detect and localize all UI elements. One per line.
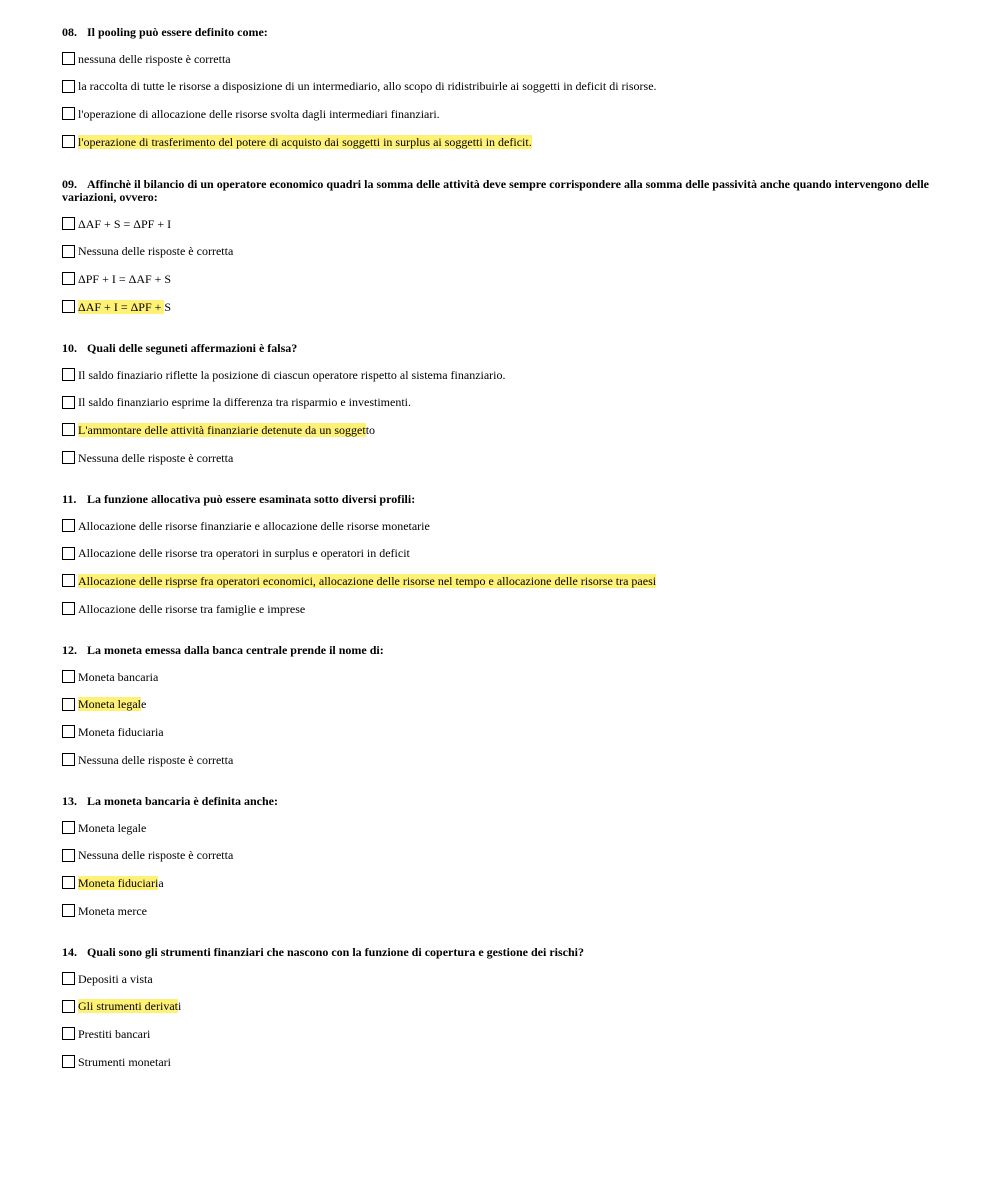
checkbox[interactable]	[62, 1055, 75, 1068]
question-number: 11.	[62, 492, 77, 506]
checkbox[interactable]	[62, 972, 75, 985]
checkbox[interactable]	[62, 80, 75, 93]
option-label	[78, 52, 231, 66]
option-label	[78, 244, 233, 258]
highlighted-text: Moneta legal	[78, 697, 141, 712]
option-label	[78, 423, 375, 437]
checkbox[interactable]	[62, 602, 75, 615]
option-text: Allocazione delle risorse tra famiglie e imprese	[78, 601, 306, 616]
option-text: Moneta legale	[78, 820, 147, 835]
answer-option[interactable]	[62, 567, 942, 595]
checkbox[interactable]	[62, 245, 75, 258]
question-text: La moneta bancaria è definita anche:	[87, 794, 278, 808]
option-text: Moneta merce	[78, 903, 147, 918]
answer-option[interactable]	[62, 265, 942, 293]
checkbox[interactable]	[62, 849, 75, 862]
answer-option[interactable]	[62, 965, 942, 993]
answer-option[interactable]	[62, 746, 942, 774]
option-text: to	[365, 422, 376, 437]
question-text: Affinchè il bilancio di un operatore economico quadri la somma delle attività deve sempre corrispondere alla somma delle passività anche quando intervengono delle variazioni, ovvero:	[62, 177, 929, 204]
option-label	[78, 821, 146, 835]
option-label	[78, 574, 656, 588]
question-13	[62, 795, 942, 924]
option-label	[78, 135, 532, 149]
checkbox[interactable]	[62, 300, 75, 313]
option-text: Prestiti bancari	[78, 1026, 151, 1041]
option-text: la raccolta di tutte le risorse a disposizione di un intermediario, allo scopo di ridistribuirle ai soggetti in deficit di risorse.	[78, 79, 657, 94]
checkbox[interactable]	[62, 217, 75, 230]
option-label	[78, 972, 153, 986]
answer-option[interactable]	[62, 993, 942, 1021]
checkbox[interactable]	[62, 904, 75, 917]
answer-option[interactable]	[62, 869, 942, 897]
option-text: a	[158, 875, 164, 890]
option-text: Il saldo finanziario esprime la differenza tra risparmio e investimenti.	[78, 395, 411, 410]
question-12	[62, 644, 942, 773]
option-text: Strumenti monetari	[78, 1054, 171, 1069]
checkbox[interactable]	[62, 1027, 75, 1040]
option-text: i	[177, 999, 182, 1014]
answer-option[interactable]	[62, 293, 942, 321]
question-number: 08.	[62, 25, 77, 39]
option-label	[78, 217, 171, 231]
answer-option[interactable]	[62, 1048, 942, 1076]
checkbox[interactable]	[62, 670, 75, 683]
option-label	[78, 1027, 150, 1041]
option-text: ΔPF + I = ΔAF + S	[78, 271, 172, 286]
checkbox[interactable]	[62, 1000, 75, 1013]
highlighted-text: L'ammontare delle attività finanziarie detenute da un sogget	[78, 422, 366, 437]
checkbox[interactable]	[62, 753, 75, 766]
option-label	[78, 519, 430, 533]
option-label	[78, 546, 410, 560]
option-text: Allocazione delle risorse tra operatori in surplus e operatori in deficit	[78, 546, 410, 561]
answer-option[interactable]	[62, 210, 942, 238]
question-title	[62, 946, 942, 959]
option-label	[78, 272, 171, 286]
checkbox[interactable]	[62, 698, 75, 711]
question-text: Quali sono gli strumenti finanziari che nascono con la funzione di copertura e gestione dei rischi?	[87, 945, 584, 959]
option-label	[78, 876, 164, 890]
option-text: Il saldo finaziario riflette la posizione di ciascun operatore rispetto al sistema finanziario.	[78, 367, 506, 382]
question-text: Quali delle seguneti affermazioni è falsa?	[87, 341, 298, 355]
option-text: nessuna delle risposte è corretta	[78, 51, 231, 66]
checkbox[interactable]	[62, 876, 75, 889]
option-label	[78, 753, 233, 767]
question-title	[62, 26, 942, 39]
highlighted-text: l'operazione di trasferimento del potere di acquisto dai soggetti in surplus ai soggetti in deficit.	[78, 134, 532, 149]
question-title	[62, 644, 942, 657]
option-label	[78, 848, 233, 862]
option-label	[78, 670, 158, 684]
option-text: Depositi a vista	[78, 971, 153, 986]
question-number: 12.	[62, 643, 77, 657]
checkbox[interactable]	[62, 107, 75, 120]
question-text: Il pooling può essere definito come:	[87, 25, 268, 39]
option-label	[78, 904, 147, 918]
option-text: Nessuna delle risposte è corretta	[78, 752, 234, 767]
checkbox[interactable]	[62, 451, 75, 464]
answer-option[interactable]	[62, 416, 942, 444]
answer-option[interactable]	[62, 595, 942, 623]
question-title	[62, 795, 942, 808]
question-09	[62, 178, 942, 320]
question-11	[62, 493, 942, 622]
checkbox[interactable]	[62, 423, 75, 436]
answer-option[interactable]	[62, 45, 942, 73]
question-14	[62, 946, 942, 1075]
option-label	[78, 602, 305, 616]
question-08	[62, 26, 942, 155]
option-text: ΔAF + S = ΔPF + I	[78, 216, 172, 231]
option-label	[78, 79, 657, 93]
checkbox[interactable]	[62, 519, 75, 532]
option-label	[78, 1055, 171, 1069]
answer-option[interactable]	[62, 73, 942, 101]
option-text: Moneta bancaria	[78, 669, 159, 684]
option-label	[78, 395, 411, 409]
answer-option[interactable]	[62, 238, 942, 266]
option-text: Nessuna delle risposte è corretta	[78, 450, 234, 465]
checkbox[interactable]	[62, 547, 75, 560]
question-10	[62, 342, 942, 471]
option-text: Moneta fiduciaria	[78, 724, 164, 739]
highlighted-text: Moneta fiduciari	[78, 875, 159, 890]
answer-option[interactable]	[62, 814, 942, 842]
checkbox[interactable]	[62, 821, 75, 834]
question-number: 09.	[62, 177, 77, 191]
answer-option[interactable]	[62, 444, 942, 472]
question-text: La moneta emessa dalla banca centrale prende il nome di:	[87, 643, 384, 657]
checkbox[interactable]	[62, 52, 75, 65]
highlighted-text: ΔAF + I = ΔPF +	[78, 299, 165, 314]
answer-option[interactable]	[62, 389, 942, 417]
question-title	[62, 342, 942, 355]
option-text: l'operazione di allocazione delle risorse svolta dagli intermediari finanziari.	[78, 106, 440, 121]
answer-option[interactable]	[62, 691, 942, 719]
highlighted-text: Allocazione delle risprse fra operatori economici, allocazione delle risorse nel tempo e allocazione delle risorse tra paesi	[78, 573, 657, 588]
answer-option[interactable]	[62, 128, 942, 156]
option-text: e	[140, 697, 147, 712]
checkbox[interactable]	[62, 135, 75, 148]
option-label	[78, 107, 440, 121]
answer-option[interactable]	[62, 361, 942, 389]
option-text: Allocazione delle risorse finanziarie e allocazione delle risorse monetarie	[78, 518, 430, 533]
checkbox[interactable]	[62, 368, 75, 381]
answer-option[interactable]	[62, 897, 942, 925]
question-title	[62, 493, 942, 506]
option-label	[78, 697, 146, 711]
answer-option[interactable]	[62, 512, 942, 540]
option-text: Nessuna delle risposte è corretta	[78, 244, 234, 259]
answer-option[interactable]	[62, 842, 942, 870]
checkbox[interactable]	[62, 725, 75, 738]
question-text: La funzione allocativa può essere esaminata sotto diversi profili:	[87, 492, 416, 506]
option-text: Nessuna delle risposte è corretta	[78, 848, 234, 863]
highlighted-text: Gli strumenti derivat	[78, 999, 178, 1014]
checkbox[interactable]	[62, 574, 75, 587]
option-text: S	[164, 299, 172, 314]
answer-option[interactable]	[62, 540, 942, 568]
question-title	[62, 178, 942, 204]
answer-option[interactable]	[62, 718, 942, 746]
answer-option[interactable]	[62, 100, 942, 128]
answer-option[interactable]	[62, 1020, 942, 1048]
option-label	[78, 999, 181, 1013]
option-label	[78, 368, 506, 382]
option-label	[78, 300, 171, 314]
question-number: 14.	[62, 945, 77, 959]
option-label	[78, 725, 164, 739]
checkbox[interactable]	[62, 272, 75, 285]
checkbox[interactable]	[62, 396, 75, 409]
answer-option[interactable]	[62, 663, 942, 691]
question-number: 13.	[62, 794, 77, 808]
option-label	[78, 451, 233, 465]
question-number: 10.	[62, 341, 77, 355]
